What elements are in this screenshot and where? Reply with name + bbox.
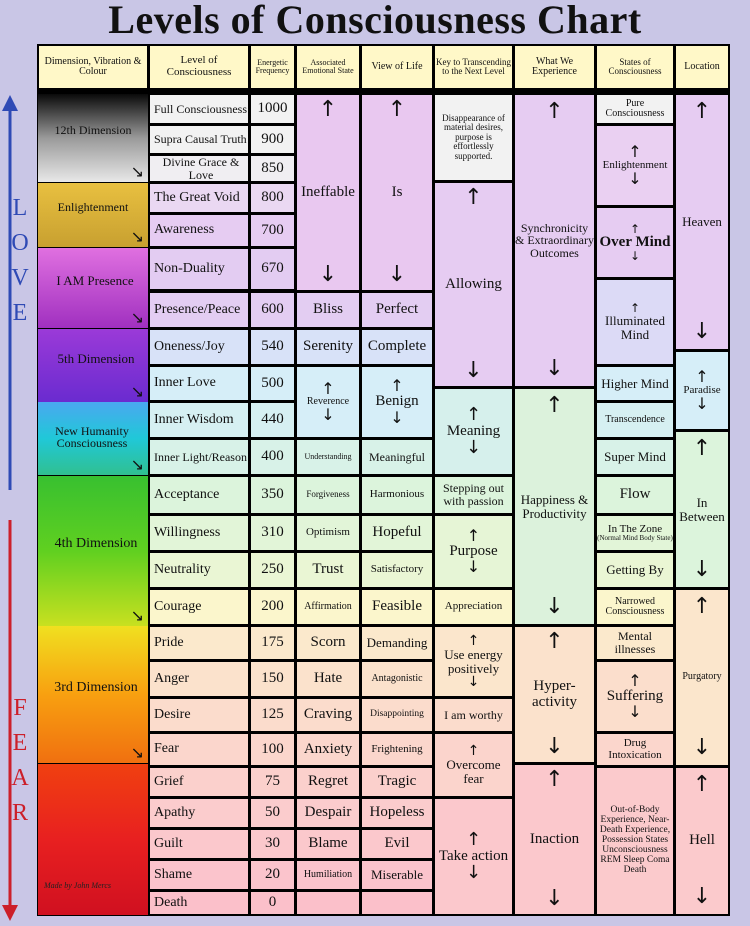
down-arrow-icon: ↓	[692, 318, 712, 344]
down-arrow-icon: ↓	[466, 557, 481, 577]
key-stepping: Stepping out with passion	[434, 476, 513, 514]
curved-arrow-icon: ↘	[130, 455, 144, 474]
fear-letter: A	[11, 765, 29, 791]
down-arrow-icon: ↓	[628, 702, 642, 722]
up-arrow-icon: ↑	[692, 436, 712, 461]
dimension-label: 4th Dimension	[54, 536, 138, 551]
level-frequency: 800	[250, 183, 295, 213]
level-frequency: 200	[250, 589, 295, 625]
dimension-band	[38, 248, 148, 328]
location-purgatory: ↑ Purgatory ↓	[675, 589, 729, 766]
key-overcome: ↑ Overcome fear	[434, 733, 513, 797]
down-arrow-icon: ↓	[387, 262, 407, 287]
dimension-band	[38, 183, 148, 247]
level-frequency: 30	[250, 829, 295, 859]
state-illuminated: ↑ Illuminated Mind	[596, 279, 674, 365]
emotional-understanding: Understanding	[296, 439, 360, 475]
down-arrow-icon: ↓	[465, 862, 482, 884]
state-zone: In The Zone (Normal Mind Body State)	[596, 515, 674, 551]
view-antagonistic: Antagonistic	[361, 661, 433, 697]
up-arrow-icon: ↑	[321, 378, 335, 398]
state-higher: Higher Mind	[596, 366, 674, 401]
up-arrow-icon: ↑	[467, 743, 480, 760]
level-name: Oneness/Joy	[149, 329, 249, 365]
level-name: The Great Void	[149, 183, 249, 213]
down-arrow-icon: ↓	[695, 394, 709, 414]
down-arrow-icon: ↓	[321, 405, 335, 425]
header-frequency: Energetic Frequency	[250, 45, 295, 89]
level-name: Fear	[149, 733, 249, 766]
level-frequency: 0	[250, 891, 295, 915]
view-is: ↑ Is ↓	[361, 94, 433, 291]
up-arrow-icon: ↑	[628, 670, 642, 690]
level-frequency: 75	[250, 767, 295, 797]
state-super: Super Mind	[596, 439, 674, 475]
level-frequency: 100	[250, 733, 295, 766]
view-satisfactory: Satisfactory	[361, 552, 433, 588]
dimension-label: I AM Presence	[56, 273, 134, 288]
emotional-despair: Despair	[296, 798, 360, 828]
level-name: Neutrality	[149, 552, 249, 588]
level-frequency: 250	[250, 552, 295, 588]
curved-arrow-icon: ↘	[130, 382, 144, 401]
view-feasible: Feasible	[361, 589, 433, 625]
level-name: Grief	[149, 767, 249, 797]
up-arrow-icon: ↑	[545, 99, 564, 124]
emotional-scorn: Scorn	[296, 626, 360, 660]
view-tragic: Tragic	[361, 767, 433, 797]
location-heaven: ↑ Heaven ↓	[675, 94, 729, 350]
up-arrow-icon: ↑	[695, 366, 709, 386]
emotional-regret: Regret	[296, 767, 360, 797]
down-arrow-icon: ↓	[692, 735, 712, 760]
credit: Made by John Mercs	[44, 881, 112, 890]
dimension-band	[38, 626, 148, 763]
key-take-action: ↑ Take action ↓	[434, 798, 513, 915]
emotional-trust: Trust	[296, 552, 360, 588]
state-pure: Pure Consciousness	[596, 94, 674, 124]
fear-letter: E	[12, 730, 28, 756]
curved-arrow-icon: ↘	[130, 308, 144, 327]
level-frequency: 700	[250, 214, 295, 247]
up-arrow-icon: ↑	[464, 185, 483, 210]
key-use-energy: ↑ Use energy positively ↓	[434, 626, 513, 697]
level-name: Willingness	[149, 515, 249, 551]
down-arrow-icon: ↓	[629, 249, 641, 264]
header-emotional: Associated Emotional State	[296, 45, 360, 89]
level-name: Awareness	[149, 214, 249, 247]
up-arrow-icon: ↑	[545, 629, 564, 654]
emotional-anxiety: Anxiety	[296, 733, 360, 766]
level-frequency: 20	[250, 860, 295, 890]
curved-arrow-icon: ↘	[130, 162, 144, 181]
down-arrow-icon: ↓	[545, 886, 564, 911]
header-location: Location	[675, 45, 729, 89]
dimension-label: 5th Dimension	[57, 350, 135, 366]
level-name: Pride	[149, 626, 249, 660]
view-frightening: Frightening	[361, 733, 433, 766]
up-arrow-icon: ↑	[387, 97, 407, 122]
experience-happiness: ↑ Happiness & Productivity ↓	[514, 388, 595, 625]
down-arrow-icon: ↓	[545, 356, 564, 381]
view-hopeless: Hopeless	[361, 798, 433, 828]
level-name: Apathy	[149, 798, 249, 828]
header-experience: What We Experience	[514, 45, 595, 89]
curved-arrow-icon: ↘	[130, 743, 144, 762]
level-name: Non-Duality	[149, 248, 249, 290]
dimension-label: New Humanity Consciousness	[55, 423, 129, 451]
experience-hyper: ↑ Hyper-activity ↓	[514, 626, 595, 763]
level-name: Supra Causal Truth	[149, 125, 249, 154]
state-flow: Flow	[596, 476, 674, 514]
down-arrow-icon: ↓	[692, 557, 712, 582]
down-arrow-icon: ↓	[545, 734, 564, 759]
down-arrow-icon: ↓	[628, 169, 642, 189]
dimension-band	[38, 764, 148, 915]
state-getting-by: Getting By	[596, 552, 674, 588]
emotional-humiliation: Humiliation	[296, 860, 360, 890]
level-frequency: 440	[250, 402, 295, 438]
emotional-blame: Blame	[296, 829, 360, 859]
level-frequency: 670	[250, 248, 295, 290]
page-title: Levels of Consciousness Chart	[108, 0, 642, 42]
state-suffering: ↑ Suffering ↓	[596, 661, 674, 732]
emotional-serenity: Serenity	[296, 329, 360, 365]
level-name: Desire	[149, 698, 249, 732]
state-narrowed: Narrowed Consciousness	[596, 589, 674, 625]
experience-synchronicity: ↑ Synchronicity & Extraordinary Outcomes ↓	[514, 94, 595, 387]
header-dimension: Dimension, Vibration & Colour	[38, 45, 148, 89]
emotional-affirmation: Affirmation	[296, 589, 360, 625]
fear-letter: R	[11, 800, 28, 826]
view-miserable: Miserable	[361, 860, 433, 890]
dimension-label: 3rd Dimension	[54, 679, 138, 695]
curved-arrow-icon: ↘	[130, 606, 144, 625]
level-frequency: 1000	[250, 94, 295, 124]
view-meaningful: Meaningful	[361, 439, 433, 475]
dimension-band	[38, 402, 148, 475]
state-enlightenment: ↑ Enlightenment ↓	[596, 125, 674, 206]
level-frequency: 900	[250, 125, 295, 154]
up-arrow-icon: ↑	[465, 403, 482, 425]
level-name: Inner Wisdom	[149, 402, 249, 438]
dimension-band	[38, 476, 148, 626]
love-letter: E	[12, 300, 28, 326]
level-frequency: 150	[250, 661, 295, 697]
emotional-craving: Craving	[296, 698, 360, 732]
level-frequency: 400	[250, 439, 295, 475]
level-name: Presence/Peace	[149, 292, 249, 328]
emotional-reverence: ↑ Reverence ↓	[296, 366, 360, 438]
state-transcendence: Transcendence	[596, 402, 674, 438]
level-name: Death	[149, 891, 249, 915]
down-arrow-icon: ↓	[390, 407, 404, 427]
level-frequency: 540	[250, 329, 295, 365]
view-complete: Complete	[361, 329, 433, 365]
level-name: Anger	[149, 661, 249, 697]
level-frequency: 125	[250, 698, 295, 732]
view-benign: ↑ Benign ↓	[361, 366, 433, 438]
fear-letter: F	[13, 695, 27, 721]
down-arrow-icon: ↓	[318, 262, 338, 287]
view-harmonious: Harmonious	[361, 476, 433, 514]
state-drug: Drug Intoxication	[596, 733, 674, 766]
view-disappointing: Disappointing	[361, 698, 433, 732]
emotional-bliss: Bliss	[296, 292, 360, 328]
level-name: Divine Grace & Love	[149, 155, 249, 182]
level-frequency: 500	[250, 366, 295, 401]
up-arrow-icon: ↑	[465, 828, 482, 850]
up-arrow-icon: ↑	[692, 772, 712, 797]
emotional-optimism: Optimism	[296, 515, 360, 551]
level-name: Full Consciousness	[149, 94, 249, 124]
up-arrow-icon: ↑	[545, 767, 564, 792]
up-arrow-icon: ↑	[545, 393, 564, 418]
dimension-band	[38, 94, 148, 182]
emotional-empty	[296, 891, 360, 915]
state-over-mind: ↑ Over Mind ↓	[596, 207, 674, 278]
key-worthy: I am worthy	[434, 698, 513, 732]
level-name: Inner Light/Reason	[149, 439, 249, 475]
key-purpose: ↑ Purpose ↓	[434, 515, 513, 588]
view-demanding: Demanding	[361, 626, 433, 660]
view-evil: Evil	[361, 829, 433, 859]
level-name: Courage	[149, 589, 249, 625]
header-level: Level of Consciousness	[149, 45, 249, 89]
state-obe: Out-of-Body Experience, Near-Death Experience, Possession States Unconsciousness REM Sleep Coma Death	[596, 767, 674, 915]
up-arrow-icon: ↑	[466, 525, 481, 545]
header-key: Key to Transcending to the Next Level	[434, 45, 513, 89]
love-letter: V	[11, 265, 29, 291]
up-arrow-icon: ↑	[467, 632, 480, 649]
key-allowing: ↑ Allowing ↓	[434, 182, 513, 387]
level-name: Guilt	[149, 829, 249, 859]
dimension-band	[38, 329, 148, 402]
key-appreciation: Appreciation	[434, 589, 513, 625]
level-frequency: 600	[250, 292, 295, 328]
down-arrow-icon: ↓	[464, 358, 483, 383]
key-disappearance: Disappearance of material desires, purpose is effortlessly supported.	[434, 94, 513, 181]
up-arrow-icon: ↑	[318, 97, 338, 122]
level-name: Shame	[149, 860, 249, 890]
state-mental: Mental illnesses	[596, 626, 674, 660]
location-in-between: ↑ In Between ↓	[675, 431, 729, 588]
level-name: Inner Love	[149, 366, 249, 401]
up-arrow-icon: ↑	[390, 376, 404, 396]
view-empty	[361, 891, 433, 915]
up-arrow-icon: ↑	[692, 594, 712, 619]
location-hell: ↑ Hell ↓	[675, 767, 729, 915]
up-arrow-icon: ↑	[629, 221, 641, 236]
curved-arrow-icon: ↘	[130, 227, 144, 246]
experience-inaction: ↑ Inaction ↓	[514, 764, 595, 915]
header-states: States of Consciousness	[596, 45, 674, 89]
level-frequency: 850	[250, 155, 295, 182]
love-fear-axis	[0, 95, 30, 921]
level-frequency: 175	[250, 626, 295, 660]
down-arrow-icon: ↓	[465, 437, 482, 459]
header-view: View of Life	[361, 45, 433, 89]
dimension-label: 12th Dimension	[54, 123, 132, 137]
down-arrow-icon: ↓	[692, 884, 712, 909]
emotional-hate: Hate	[296, 661, 360, 697]
key-meaning: ↑ Meaning ↓	[434, 388, 513, 475]
love-letter: O	[11, 230, 29, 256]
up-arrow-icon: ↑	[692, 99, 712, 124]
down-arrow-icon: ↓	[467, 674, 480, 691]
dimension-label: Enlightenment	[57, 200, 129, 214]
location-paradise: ↑ Paradise ↓	[675, 351, 729, 430]
down-arrow-icon: ↓	[545, 594, 564, 619]
emotional-ineffable: ↑ Ineffable ↓	[296, 94, 360, 291]
view-hopeful: Hopeful	[361, 515, 433, 551]
up-arrow-icon: ↑	[629, 301, 641, 316]
level-frequency: 310	[250, 515, 295, 551]
level-frequency: 350	[250, 476, 295, 514]
level-frequency: 50	[250, 798, 295, 828]
emotional-forgiveness: Forgiveness	[296, 476, 360, 514]
love-letter: L	[12, 195, 28, 221]
level-name: Acceptance	[149, 476, 249, 514]
consciousness-table	[37, 44, 730, 916]
up-arrow-icon: ↑	[628, 141, 642, 161]
view-perfect: Perfect	[361, 292, 433, 328]
